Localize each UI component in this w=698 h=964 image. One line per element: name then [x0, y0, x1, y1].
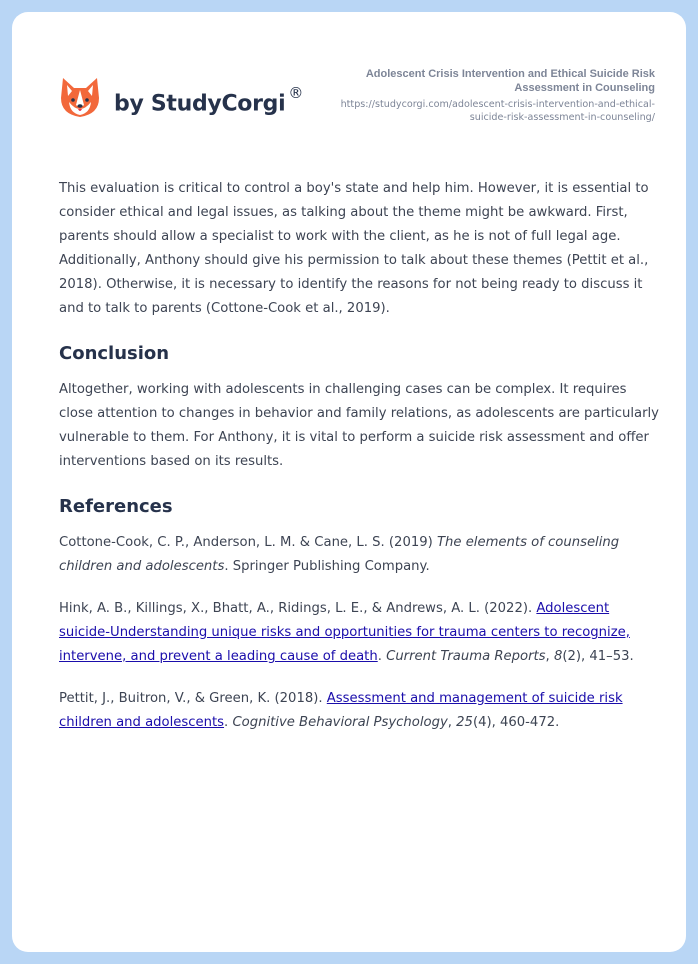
reference-authors: Pettit, J., Buitron, V., & Green, K. (2018). [59, 691, 327, 706]
reference-authors: Hink, A. B., Killings, X., Bhatt, A., Ridings, L. E., & Andrews, A. L. (2022). [59, 601, 537, 616]
reference-issue-pages: (4), 460-472. [472, 715, 560, 730]
reference-item [59, 531, 659, 579]
brand-name: by StudyCorgi [114, 91, 286, 117]
reference-separator: . [224, 715, 233, 730]
reference-volume: 25 [456, 715, 473, 730]
conclusion-heading: Conclusion [59, 343, 170, 364]
reference-title: The elements of counseling children and adolescents [59, 535, 620, 574]
document-body [59, 177, 659, 753]
reference-publisher: . Springer Publishing Company. [224, 559, 430, 574]
studycorgi-logo[interactable] [60, 76, 303, 118]
document-title: Adolescent Crisis Intervention and Ethical Suicide Risk Assessment in Counseling [365, 68, 655, 94]
corgi-logo-icon [60, 76, 100, 118]
reference-link[interactable]: Adolescent suicide-Understanding unique risks and opportunities for trauma centers to recognize, intervene, and prevent a leading cause of death [59, 601, 630, 664]
reference-journal: Current Trauma Reports [386, 649, 546, 664]
reference-issue-pages: (2), 41–53. [562, 649, 634, 664]
reference-volume: 8 [553, 649, 563, 664]
document-page [12, 12, 686, 952]
intro-paragraph: This evaluation is critical to control a boy's state and help him. However, it is essential to consider ethical and legal issues, as talking about the theme might be awkward. First, parents should allow a specialist to work with the client, as he is not of full legal age. Additionally, Anthony should give his permission to talk about these themes (Pettit et al., 2018). Otherwise, it is necessary to identify the reasons for not being ready to discuss it and to talk to parents (Cottone-Cook et al., 2019). [59, 181, 649, 316]
registered-mark: ® [288, 83, 304, 102]
reference-item [59, 597, 659, 669]
reference-item [59, 687, 659, 735]
reference-authors: Cottone-Cook, C. P., Anderson, L. M. & Cane, L. S. (2019) [59, 535, 437, 550]
references-heading: References [59, 496, 173, 517]
document-meta [315, 67, 655, 124]
conclusion-paragraph: Altogether, working with adolescents in challenging cases can be complex. It requires close attention to changes in behavior and family relations, as adolescents are particularly vulnerable to them. For Anthony, it is vital to perform a suicide risk assessment and offer interventions based on its results. [59, 382, 659, 469]
reference-separator: , [545, 649, 554, 664]
reference-separator: , [447, 715, 457, 730]
reference-link[interactable]: Assessment and management of suicide risk children and adolescents [59, 691, 623, 730]
reference-separator: . [377, 649, 387, 664]
reference-journal: Cognitive Behavioral Psychology [232, 715, 448, 730]
document-url[interactable]: https://studycorgi.com/adolescent-crisis-intervention-and-ethical-suicide-risk-assessment-in-counseling/ [340, 99, 655, 123]
